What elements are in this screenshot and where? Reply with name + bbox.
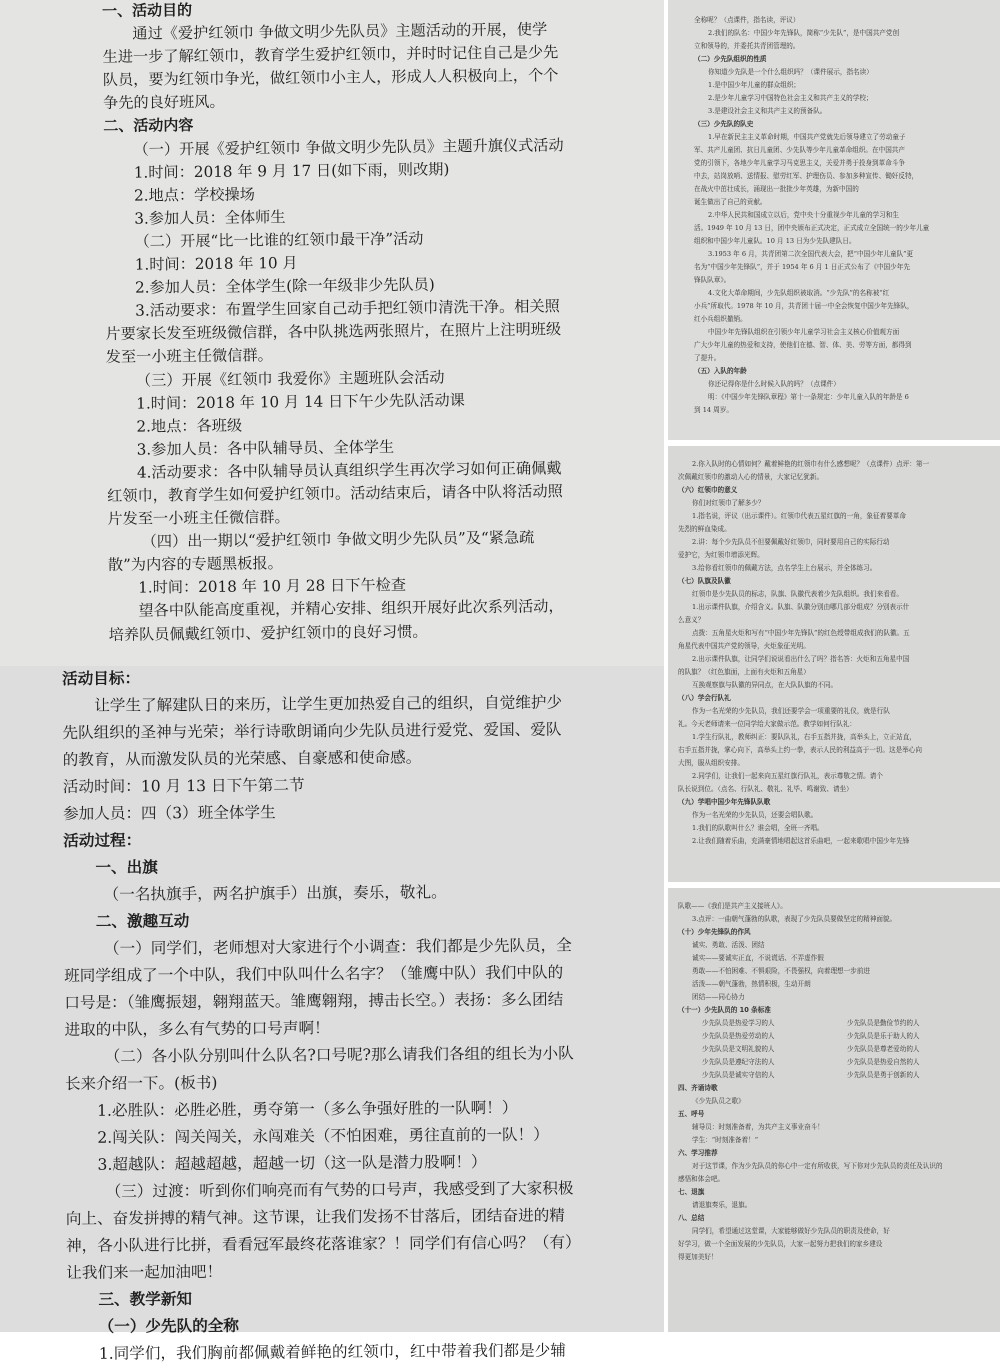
text-line: 角星代表中国共产党的领导，火炬象征光明。 — [678, 642, 810, 650]
duty-item: 少先队员是勤俭节约的人 — [847, 1019, 920, 1027]
text-line: 2.我们的队名：中国少年先锋队，简称“少先队”，是中国共产党创 — [708, 29, 900, 37]
text-line: 锋队队章》。 — [694, 276, 731, 284]
text-line: 中国少年先锋队组织在引领少年儿童学习社会主义核心价值观方面 — [708, 328, 900, 336]
text-line: 的队旗？（红色旗面，上面有火炬和五角星） — [678, 668, 810, 676]
text-line: 《少先队员之歌》 — [692, 1097, 745, 1105]
text-line: 互换观察旗与队徽的异同点，在大队队旗的不同。 — [692, 681, 838, 689]
duty-item: 少先队员是热爱自然的人 — [847, 1058, 920, 1066]
section-heading: 活动过程： — [63, 831, 142, 850]
text-line: 3.1953 年 6 月，共青团第二次全国代表大会，把“中国少年儿童队”更 — [708, 250, 914, 258]
text-line: 明：《中国少年先锋队章程》第十一条规定：少年儿童入队的年龄是 6 — [708, 393, 909, 401]
text-line: 点拨：五角星火炬和写有“中国少年先锋队”的红色绶带组成我们的队徽。五 — [692, 629, 910, 637]
page-left-top-activity-plan — [0, 0, 664, 666]
text-line: 争先的良好班风。 — [102, 93, 225, 113]
text-line: 片要家长发至班级微信群，各中队挑选两张照片，在照片上注明班级 — [105, 320, 562, 344]
text-line: 片发至一小班主任微信群。 — [107, 508, 290, 529]
text-line: 勇敢——不怕困难、不惧艰险，不畏强权，向着理想一步前进 — [692, 967, 871, 975]
text-line: 军、共产儿童团、抗日儿童团、少先队等少年儿童革命组织。在中国共产 — [694, 146, 905, 154]
duty-item: 少先队员是热爱学习的人 — [702, 1019, 775, 1027]
text-line: 2.闯关队：闯关闯关，永闯难关（不怕困难，勇往直前的一队！） — [97, 1125, 549, 1147]
text-line: （二）各小队分别叫什么队名?口号呢?那么请我们各组的组长为小队 — [104, 1044, 574, 1066]
text-line: 3.参加人员：全体师生 — [134, 207, 286, 228]
text-line: 中去，站岗放哨、送情报、慰劳红军、护理伤员、参加多种宣传、锄奸反特， — [694, 172, 919, 180]
section-heading: 五、呼号 — [678, 1110, 705, 1118]
text-line: 2.地点：各班级 — [136, 416, 243, 436]
text-line: 小兵”所取代。1978 年 10 月，共青团十届一中全会恢复中国少年先锋队， — [694, 302, 914, 310]
text-line: 名为“中国少年先锋队”，并于 1954 年 6 月 1 日正式公布了《中国少年先 — [694, 263, 910, 271]
text-line: 4.活动要求：各中队辅导员认真组织学生再次学习如何正确佩戴 — [136, 459, 562, 482]
text-line: 1.是中国少年儿童的群众组织； — [708, 81, 801, 89]
text-line: 3.点评：一曲朝气蓬勃的队歌，表现了少先队员要做坚定的精神面貌。 — [692, 915, 897, 923]
right-1-text-block — [694, 14, 992, 417]
text-line: 1.时间：2018 年 10 月 — [134, 253, 298, 274]
text-line: 先烈的鲜血染成。 — [678, 525, 731, 533]
text-line: 活泼——朝气蓬勃，热情积极，生动开朗 — [692, 980, 811, 988]
text-line: 3.超越队：超越超越，超越一切（这一队是潜力股啊！） — [97, 1153, 487, 1174]
text-line: 3.给你看红领巾的佩戴方法，点名学生上台展示，并全体练习。 — [692, 564, 877, 572]
page-right-1-team-history — [668, 0, 1000, 440]
duties-left-column — [678, 1017, 847, 1082]
text-line: 通过《爱护红领巾 争做文明少先队员》主题活动的开展，使学 — [132, 20, 548, 43]
text-line: 发至一小班主任微信群。 — [105, 346, 273, 367]
text-line: 2.你入队时的心情如何？戴着鲜艳的红领巾有什么感想呢？（点课件）点评：第一 — [692, 460, 930, 468]
text-line: 3.参加人员：各中队辅导员、全体学生 — [136, 437, 395, 459]
text-line: 1.早在新民主主义革命时期，中国共产党就先后领导建立了劳动童子 — [708, 133, 906, 141]
text-line: 的教育，从而激发队员的光荣感、自豪感和使命感。 — [62, 748, 422, 769]
text-line: 在战火中茁壮成长，涌现出一批批少年英雄，为新中国的 — [694, 185, 859, 193]
text-line: 感悟和体会吧。 — [678, 1175, 725, 1183]
left-bottom-text-block — [62, 662, 651, 1368]
text-line: 对于这节课，作为少先队员的你心中一定有所收获，写下你对少先队员的责任及认识的 — [692, 1162, 943, 1170]
section-heading: 八、总结 — [678, 1214, 705, 1222]
text-line: 1.同学们，我们胸前都佩戴着鲜艳的红领巾，红中带着我们都是少辅 — [98, 1341, 566, 1363]
text-line: （二）开展“比一比谁的红领巾最干净”活动 — [134, 229, 424, 251]
section-heading: （一）少先队的全称 — [98, 1316, 240, 1336]
text-line: 作为一名光荣的少先队员，还要会唱队歌。 — [692, 811, 818, 819]
text-line: 长来介绍一下。(板书) — [64, 1073, 218, 1093]
section-heading: （二）少先队组织的性质 — [694, 55, 767, 63]
text-line: 得更加美好！ — [678, 1253, 718, 1261]
text-line: 1.我们的队歌叫什么？谁会唱，全班一齐唱。 — [692, 824, 824, 832]
duty-item: 少先队员是文明礼貌的人 — [702, 1045, 775, 1053]
text-line: 红领巾，教育学生如何爱护红领巾。活动结束后，请各中队将活动照 — [107, 482, 563, 505]
section-heading: 七、退旗 — [678, 1188, 705, 1196]
text-line: 队员，要为红领巾争光，做红领巾小主人，形成人人积极向上，个个 — [102, 66, 559, 90]
text-line: 2.中华人民共和国成立以后，党中央十分重视少年儿童的学习和生 — [708, 211, 899, 219]
section-heading: （六）红领巾的意义 — [678, 486, 738, 494]
text-line: 立和领导的，并委托共青团管理的。 — [694, 42, 800, 50]
text-line: 作为一名光荣的少先队员，我们还要学会一项重要的礼仪，就是行队 — [692, 707, 890, 715]
text-line: 组织和中国少年儿童队。10 月 13 日为少先队建队日。 — [694, 237, 856, 245]
text-line: （一）开展《爱护红领巾 争做文明少先队员》主题升旗仪式活动 — [133, 135, 564, 159]
text-line: 广大少年儿童的热爱和支持，使他们在德、智、体、美、劳等方面，都得到 — [694, 341, 912, 349]
text-line: 队歌——《我们是共产主义接班人》。 — [678, 902, 787, 910]
page-right-2-red-scarf-meaning — [668, 446, 1000, 882]
text-line: 请退旗奏乐，退旗。 — [692, 1201, 752, 1209]
duties-grid — [678, 1017, 992, 1082]
section-heading: 活动目标： — [62, 669, 141, 688]
duty-item: 少先队员是诚实守信的人 — [702, 1071, 775, 1079]
text-line: 好学习，做一个全面发展的少先队员，大家一起努力把我们的家乡建设 — [678, 1240, 883, 1248]
text-line: （一）同学们，老师想对大家进行个小调查：我们都是少先队员，全 — [103, 936, 572, 958]
text-line: 活动时间：10 月 13 日下午第二节 — [62, 776, 305, 796]
text-line: 诚实、勇敢、活泼、团结 — [692, 941, 765, 949]
section-heading: （十）少年先锋队的作风 — [678, 928, 751, 936]
text-line: 4.文化大革命期间，少先队组织被取消。“少先队”的名称被“红 — [708, 289, 890, 297]
text-line: 学生：“时刻准备着！” — [692, 1136, 759, 1144]
section-heading: （九）学唱中国少年先锋队队歌 — [678, 798, 771, 806]
text-line: 全称呢？（点课件，指名读，评议） — [694, 16, 800, 24]
text-line: 诚实——要诚实正直，不说谎话、不弄虚作假 — [692, 954, 824, 962]
text-line: 望各中队能高度重视，并精心安排、组织开展好此次系列活动， — [138, 597, 564, 621]
text-line: 团结——同心协力 — [692, 993, 745, 1001]
text-line: 散”为内容的专题黑板报。 — [107, 554, 283, 575]
duties-title: （十一）少先队员的 10 条标准 — [678, 1006, 771, 1014]
text-line: 1.指名说，评议（出示课件）。红领巾代表五星红旗的一角，象征着要革命 — [692, 512, 906, 520]
text-line: 红小兵组织撤销。 — [694, 315, 747, 323]
text-line: 党的引领下，各地少年儿童学习马克思主义，关爱并勇于投身到革命斗争 — [694, 159, 905, 167]
text-line: 3.活动要求：布置学生回家自己动手把红领巾清洗干净。相关照 — [135, 297, 560, 320]
section-heading: 三、教学新知 — [98, 1290, 193, 1309]
page-left-bottom-lesson-plan — [0, 666, 664, 1363]
text-line: 右手五指并拢，掌心向下，高举头上约一拳，表示人民的利益高于一切。这是举心向 — [678, 746, 922, 754]
right-3-text-block — [678, 900, 992, 1264]
text-line: 诞生做出了自己的贡献。 — [694, 198, 767, 206]
section-heading: （三）少先队的队史 — [694, 120, 754, 128]
section-heading: （八）学会行队礼 — [678, 694, 731, 702]
text-line: 2.同学们，让我们一起来向五星红旗行队礼，表示尊敬之情。请个 — [692, 772, 883, 780]
text-line: 2.地点：学校操场 — [133, 185, 255, 205]
right-2-text-block — [678, 458, 992, 848]
text-line: 神，各小队进行比拼，看看冠军最终花落谁家？！同学们有信心吗？（有） — [65, 1233, 581, 1255]
text-line: 1.学生行队礼，教师纠正：要队队礼，右手五指并拢，高举头上，立正站直， — [692, 733, 916, 741]
text-line: 2.出示课件队旗，让同学们说说看出什么了吗？指名答：火炬和五角星中国 — [692, 655, 910, 663]
text-line: 让学生了解建队日的来历，让学生更加热爱自己的组织，自觉维护少 — [94, 693, 563, 715]
text-line: （三）开展《红领巾 我爱你》主题班队会活动 — [135, 367, 445, 390]
text-line: 进取的中队，多么有气势的口号声啊！ — [64, 1019, 330, 1039]
text-line: 你们对红领巾了解多少？ — [692, 499, 765, 507]
text-line: 1.必胜队：必胜必胜，勇夺第一（多么争强好胜的一队啊！） — [97, 1098, 518, 1120]
text-line: （三）过渡：听到你们响亮而有气势的口号声，我感受到了大家积极 — [105, 1179, 574, 1201]
duty-item: 少先队员是乐于助人的人 — [847, 1032, 920, 1040]
text-line: 你知道少先队是一个什么组织吗？（课件展示，指名读） — [708, 68, 873, 76]
text-line: 礼。今天老师请来一位同学给大家做示范。教学如何行队礼： — [678, 720, 857, 728]
text-line: 向上、奋发拼搏的精气神。这节课，让我们发扬不甘落后，团结奋进的精 — [65, 1206, 565, 1228]
duties-right-column — [847, 1017, 992, 1082]
text-line: 爱护它，为红领巾增添光辉。 — [678, 551, 764, 559]
section-heading: 一、活动目的 — [102, 1, 193, 20]
text-line: 让我们来一起加油吧！ — [66, 1262, 223, 1282]
text-line: 么意义？ — [678, 616, 705, 624]
text-line: 口号是：（雏鹰振翅，翱翔蓝天。雏鹰翱翔，搏击长空。）表扬：多么团结 — [64, 990, 564, 1012]
text-line: 生进一步了解红领巾，教育学生爱护红领巾，并时时记住自己是少先 — [102, 43, 559, 67]
text-line: 红领巾是少先队员的标志，队旗、队徽代表着少先队组织。我们来看看。 — [692, 590, 903, 598]
text-line: 2.讲：每个少先队员不但要佩戴好红领巾，同时要用自己的实际行动 — [692, 538, 890, 546]
text-line: 次佩戴红领巾的激动人心的情景，大家记忆犹新。 — [678, 473, 824, 481]
text-line: 3.是建设社会主义和共产主义的预备队。 — [708, 107, 827, 115]
section-heading: 四、齐诵诗歌 — [678, 1084, 718, 1092]
text-line: 先队组织的圣神与光荣；举行诗歌朗诵向少先队员进行爱党、爱国、爱队 — [62, 720, 562, 742]
section-heading: 二、活动内容 — [103, 116, 194, 136]
section-heading: 六、学习推荐 — [678, 1149, 718, 1157]
duty-item: 少先队员是尊老爱幼的人 — [847, 1045, 920, 1053]
text-line: 1.时间：2018 年 10 月 28 日下午检查 — [138, 576, 407, 597]
section-heading: （七）队旗及队徽 — [678, 577, 731, 585]
text-line: 队长说到位。（点名、行队礼、敬礼、礼毕、鸣谢致、请坐） — [678, 785, 853, 793]
duty-item: 少先队员是勇于创新的人 — [847, 1071, 920, 1079]
section-heading: 二、激趣互动 — [95, 912, 190, 931]
text-line: 到 14 周岁。 — [694, 406, 733, 414]
text-line: 2.参加人员：全体学生(除一年级非少先队员) — [134, 275, 435, 297]
section-heading: （五）入队的年龄 — [694, 367, 747, 375]
text-line: 辅导员：时刻准备着，为共产主义事业奋斗！ — [692, 1123, 824, 1131]
text-line: 1.出示课件队旗，介绍含义。队旗、队徽分别由哪几部分组成？分别表示什 — [692, 603, 910, 611]
text-line: 2.是少年儿童学习中国特色社会主义和共产主义的学校； — [708, 94, 873, 102]
text-line: （四）出一期以“爱护红领巾 争做文明少先队员”及“紧急疏 — [141, 528, 535, 551]
text-line: 参加人员：四（3）班全体学生 — [62, 803, 276, 823]
duty-item: 少先队员是热爱劳动的人 — [702, 1032, 775, 1040]
text-line: 你还记得你是什么时候入队的吗？（点课件） — [708, 380, 840, 388]
section-heading: 一、出旗 — [95, 858, 158, 877]
text-line: 2.让我们随着乐曲，充满豪情地唱起这首乐曲吧，一起来歌唱中国少年先锋 — [692, 837, 910, 845]
duty-item: 少先队员是遵纪守法的人 — [702, 1058, 775, 1066]
text-line: （一名执旗手，两名护旗手）出旗，奏乐，敬礼。 — [103, 883, 447, 904]
text-line: 1.时间：2018 年 9 月 17 日(如下雨，则改期) — [133, 160, 450, 182]
right-3-lines-bottom — [678, 1082, 992, 1264]
text-line: 班同学组成了一个中队，我们中队叫什么名字？（雏鹰中队）我们中队的 — [64, 963, 564, 985]
text-line: 1.时间：2018 年 10 月 14 日下午少先队活动课 — [136, 390, 465, 413]
text-line: 同学们，希望通过这堂课，大家能够做好少先队员的职责及使命，好 — [692, 1227, 890, 1235]
page-right-3-team-style — [668, 888, 1000, 1332]
right-3-lines-top — [678, 900, 992, 1004]
left-top-text-block — [102, 0, 651, 647]
text-line: 活。1949 年 10 月 13 日，团中央颁布正式决定，正式成立全国统一的少年儿童 — [694, 224, 930, 232]
text-line: 了提升。 — [694, 354, 721, 362]
text-line: 培养队员佩戴红领巾、爱护红领巾的良好习惯。 — [108, 622, 428, 644]
text-line: 大图，服从组织安排。 — [678, 759, 744, 767]
